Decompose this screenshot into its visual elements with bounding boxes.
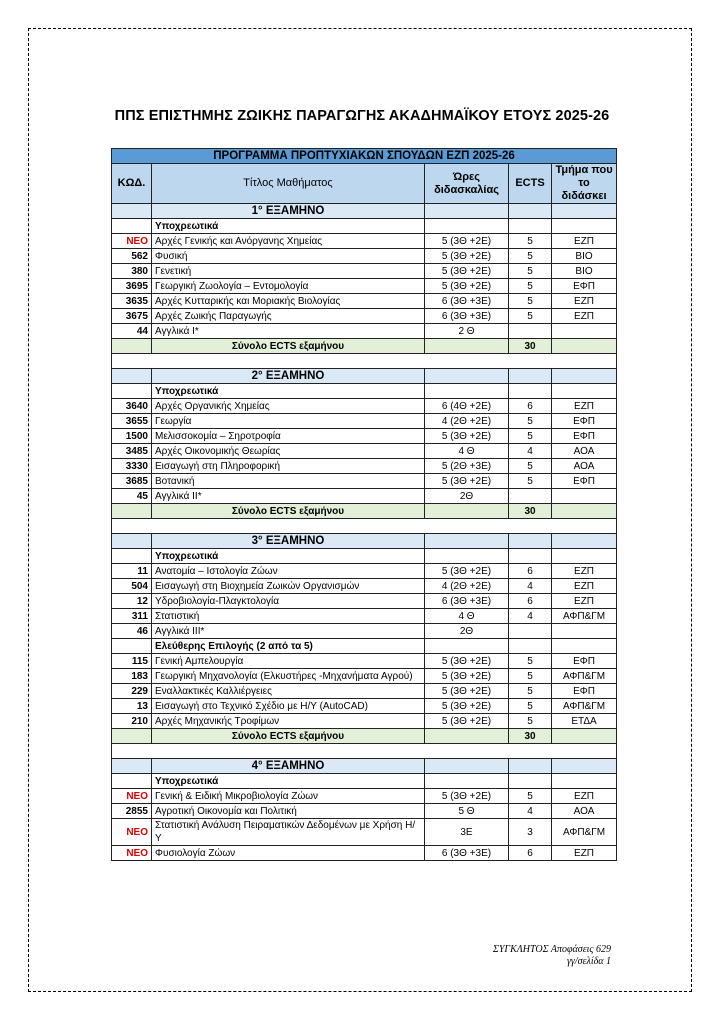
course-row [112, 624, 617, 639]
course-ects: 5 [509, 684, 552, 699]
course-hours: 5 (3Θ +2Ε) [425, 699, 509, 714]
course-code: 115 [112, 654, 152, 669]
category-dept-cell [552, 549, 617, 564]
course-ects: 6 [509, 846, 552, 861]
course-code: 1500 [112, 429, 152, 444]
course-ects [509, 624, 552, 639]
semester-header-row [112, 759, 617, 774]
course-dept: ΑΦΠ&ΓΜ [552, 669, 617, 684]
course-ects: 5 [509, 459, 552, 474]
course-ects: 5 [509, 669, 552, 684]
course-row [112, 249, 617, 264]
course-ects: 6 [509, 399, 552, 414]
semester-code-cell [112, 369, 152, 384]
course-row [112, 474, 617, 489]
course-hours: 3Ε [425, 819, 509, 846]
course-hours: 5 (3Θ +2Ε) [425, 264, 509, 279]
course-title: Υδροβιολογία-Πλαγκτολογία [152, 594, 425, 609]
spacer-cell [112, 744, 617, 759]
course-hours: 5 Θ [425, 804, 509, 819]
category-dept-cell [552, 774, 617, 789]
semester-ects-cell [509, 204, 552, 219]
course-dept: ΕΖΠ [552, 846, 617, 861]
course-title: Εναλλακτικές Καλλιέργειες [152, 684, 425, 699]
course-row [112, 684, 617, 699]
course-title: Γενική Αμπελουργία [152, 654, 425, 669]
category-code-cell [112, 384, 152, 399]
course-title: Αγγλικά ΙΙ* [152, 489, 425, 504]
course-title: Αρχές Ζωικής Παραγωγής [152, 309, 425, 324]
course-title: Εισαγωγή στη Βιοχημεία Ζωικών Οργανισμών [152, 579, 425, 594]
course-hours: 5 (3Θ +2Ε) [425, 564, 509, 579]
course-title: Αρχές Μηχανικής Τροφίμων [152, 714, 425, 729]
course-dept: ΕΖΠ [552, 564, 617, 579]
course-code: 44 [112, 324, 152, 339]
course-ects: 5 [509, 429, 552, 444]
course-title: Γενετική [152, 264, 425, 279]
semester-dept-cell [552, 534, 617, 549]
course-code: 3635 [112, 294, 152, 309]
course-row [112, 789, 617, 804]
course-dept: ΕΖΠ [552, 309, 617, 324]
course-dept: ΕΖΠ [552, 579, 617, 594]
course-hours: 6 (4Θ +2Ε) [425, 399, 509, 414]
course-dept [552, 324, 617, 339]
category-hours-cell [425, 219, 509, 234]
course-hours: 2 Θ [425, 324, 509, 339]
course-code: 210 [112, 714, 152, 729]
course-hours: 2Θ [425, 489, 509, 504]
category-label: Υποχρεωτικά [152, 384, 425, 399]
total-hours-cell [425, 339, 509, 354]
semester-spacer [112, 744, 617, 759]
course-hours: 5 (3Θ +2Ε) [425, 669, 509, 684]
course-row [112, 846, 617, 861]
course-row [112, 699, 617, 714]
category-code-cell [112, 219, 152, 234]
course-title: Γεωργία [152, 414, 425, 429]
spacer-cell [112, 354, 617, 369]
course-code: 3640 [112, 399, 152, 414]
course-code: 183 [112, 669, 152, 684]
category-ects-cell [509, 384, 552, 399]
course-ects: 5 [509, 264, 552, 279]
category-ects-cell [509, 639, 552, 654]
header-title: Τίτλος Μαθήματος [152, 164, 425, 204]
course-dept: ΕΦΠ [552, 429, 617, 444]
course-row [112, 264, 617, 279]
category-row [112, 774, 617, 789]
total-dept-cell [552, 339, 617, 354]
course-row [112, 459, 617, 474]
course-title: Αρχές Οργανικής Χημείας [152, 399, 425, 414]
course-hours: 6 (3Θ +3Ε) [425, 594, 509, 609]
course-title: Αγροτική Οικονομία και Πολιτική [152, 804, 425, 819]
course-code: 562 [112, 249, 152, 264]
header-row [112, 164, 617, 204]
semester-header-row [112, 369, 617, 384]
total-hours-cell [425, 729, 509, 744]
course-hours: 5 (2Θ +3Ε) [425, 459, 509, 474]
semester-spacer [112, 354, 617, 369]
course-hours: 5 (3Θ +2Ε) [425, 789, 509, 804]
semester-ects-cell [509, 759, 552, 774]
total-code-cell [112, 729, 152, 744]
total-dept-cell [552, 504, 617, 519]
course-hours: 5 (3Θ +2Ε) [425, 279, 509, 294]
course-ects: 5 [509, 474, 552, 489]
semester-code-cell [112, 759, 152, 774]
course-ects: 5 [509, 249, 552, 264]
course-ects: 5 [509, 789, 552, 804]
course-code: 2855 [112, 804, 152, 819]
course-code: ΝΕΟ [112, 846, 152, 861]
course-code: 13 [112, 699, 152, 714]
total-ects: 30 [509, 729, 552, 744]
course-row [112, 609, 617, 624]
table-banner-row [112, 149, 617, 164]
course-code: 3695 [112, 279, 152, 294]
course-ects: 6 [509, 564, 552, 579]
course-code: 46 [112, 624, 152, 639]
course-dept [552, 489, 617, 504]
category-hours-cell [425, 639, 509, 654]
course-code: 11 [112, 564, 152, 579]
course-ects: 5 [509, 699, 552, 714]
course-row [112, 294, 617, 309]
course-title: Στατιστική Ανάλυση Πειραματικών Δεδομένων με Χρήση Η/Υ [152, 819, 425, 846]
course-dept [552, 624, 617, 639]
semester-hours-cell [425, 369, 509, 384]
course-hours: 6 (3Θ +3Ε) [425, 309, 509, 324]
course-row [112, 804, 617, 819]
course-dept: ΕΦΠ [552, 414, 617, 429]
total-code-cell [112, 339, 152, 354]
course-hours: 4 Θ [425, 444, 509, 459]
course-hours: 5 (3Θ +2Ε) [425, 714, 509, 729]
course-code: ΝΕΟ [112, 789, 152, 804]
course-title: Γεωργική Ζωολογία – Εντομολογία [152, 279, 425, 294]
category-row [112, 219, 617, 234]
course-title: Βοτανική [152, 474, 425, 489]
semester-spacer [112, 519, 617, 534]
course-hours: 4 Θ [425, 609, 509, 624]
semester-label: 2° ΕΞΑΜΗΝΟ [152, 369, 425, 384]
course-row [112, 279, 617, 294]
course-title: Μελισσοκομία – Σηροτροφία [152, 429, 425, 444]
course-ects: 6 [509, 594, 552, 609]
semester-label: 3° ΕΞΑΜΗΝΟ [152, 534, 425, 549]
course-ects: 4 [509, 804, 552, 819]
category-hours-cell [425, 384, 509, 399]
semester-label: 1° ΕΞΑΜΗΝΟ [152, 204, 425, 219]
semester-ects-cell [509, 534, 552, 549]
course-title: Φυσιολογία Ζώων [152, 846, 425, 861]
course-code: 311 [112, 609, 152, 624]
course-title: Φυσική [152, 249, 425, 264]
course-dept: ΕΦΠ [552, 279, 617, 294]
course-hours: 5 (3Θ +2Ε) [425, 429, 509, 444]
footnote [493, 944, 611, 968]
course-hours: 4 (2Θ +2Ε) [425, 579, 509, 594]
course-dept: ΕΤΔΑ [552, 714, 617, 729]
course-hours: 5 (3Θ +2Ε) [425, 249, 509, 264]
course-dept: ΕΖΠ [552, 234, 617, 249]
course-ects: 4 [509, 579, 552, 594]
total-ects: 30 [509, 339, 552, 354]
course-dept: ΕΦΠ [552, 474, 617, 489]
footnote-line-1: ΣΥΓΚΛΗΤΟΣ Αποφάσεις 629 [492, 944, 611, 955]
semester-dept-cell [552, 369, 617, 384]
semester-dept-cell [552, 204, 617, 219]
course-title: Αγγλικά ΙΙΙ* [152, 624, 425, 639]
course-dept: ΑΦΠ&ΓΜ [552, 699, 617, 714]
category-row [112, 639, 617, 654]
course-row [112, 714, 617, 729]
course-dept: ΕΖΠ [552, 294, 617, 309]
category-ects-cell [509, 774, 552, 789]
course-ects: 5 [509, 294, 552, 309]
total-label: Σύνολο ECTS εξαμήνου [152, 339, 425, 354]
semester-label: 4° ΕΞΑΜΗΝΟ [152, 759, 425, 774]
category-code-cell [112, 774, 152, 789]
document-title: ΠΠΣ ΕΠΙΣΤΗΜΗΣ ΖΩΙΚΗΣ ΠΑΡΑΓΩΓΗΣ ΑΚΑΔΗΜΑΪΚΟΥ ΕΤΟΥΣ 2025-26 [114, 108, 610, 124]
course-row [112, 654, 617, 669]
total-label: Σύνολο ECTS εξαμήνου [152, 729, 425, 744]
course-row [112, 669, 617, 684]
course-dept: ΕΖΠ [552, 399, 617, 414]
total-ects: 30 [509, 504, 552, 519]
course-dept: ΕΦΠ [552, 654, 617, 669]
course-hours: 6 (3Θ +3Ε) [425, 846, 509, 861]
category-dept-cell [552, 219, 617, 234]
total-dept-cell [552, 729, 617, 744]
course-dept: ΑΟΑ [552, 459, 617, 474]
course-title: Εισαγωγή στο Τεχνικό Σχέδιο με Η/Υ (AutoCAD) [152, 699, 425, 714]
course-dept: ΕΖΠ [552, 789, 617, 804]
course-ects [509, 489, 552, 504]
course-title: Ανατομία – Ιστολογία Ζώων [152, 564, 425, 579]
semester-total-row [112, 729, 617, 744]
course-code: 3485 [112, 444, 152, 459]
course-row [112, 564, 617, 579]
semester-total-row [112, 339, 617, 354]
category-hours-cell [425, 774, 509, 789]
course-title: Αρχές Γενικής και Ανόργανης Χημείας [152, 234, 425, 249]
course-code: 504 [112, 579, 152, 594]
course-dept: ΑΦΠ&ΓΜ [552, 819, 617, 846]
category-label: Ελεύθερης Επιλογής (2 από τα 5) [152, 639, 425, 654]
course-ects: 4 [509, 444, 552, 459]
course-dept: ΑΟΑ [552, 804, 617, 819]
semester-ects-cell [509, 369, 552, 384]
course-hours: 5 (3Θ +2Ε) [425, 234, 509, 249]
total-code-cell [112, 504, 152, 519]
course-ects: 5 [509, 234, 552, 249]
course-row [112, 429, 617, 444]
category-row [112, 384, 617, 399]
curriculum-table [111, 148, 617, 861]
header-dept: Τμήμα που το διδάσκει [552, 164, 617, 204]
course-ects: 5 [509, 279, 552, 294]
course-code: 3685 [112, 474, 152, 489]
course-code: 3675 [112, 309, 152, 324]
table-banner: ΠΡΟΓΡΑΜΜΑ ΠΡΟΠΤΥΧΙΑΚΩΝ ΣΠΟΥΔΩΝ ΕΖΠ 2025-26 [112, 149, 617, 164]
course-dept: ΕΦΠ [552, 684, 617, 699]
category-label: Υποχρεωτικά [152, 774, 425, 789]
semester-header-row [112, 534, 617, 549]
course-hours: 5 (3Θ +2Ε) [425, 684, 509, 699]
course-ects: 5 [509, 654, 552, 669]
category-dept-cell [552, 639, 617, 654]
course-title: Αρχές Οικονομικής Θεωρίας [152, 444, 425, 459]
course-ects: 5 [509, 309, 552, 324]
course-row [112, 489, 617, 504]
course-row [112, 594, 617, 609]
course-hours: 2Θ [425, 624, 509, 639]
semester-code-cell [112, 534, 152, 549]
course-dept: ΑΦΠ&ΓΜ [552, 609, 617, 624]
course-ects: 3 [509, 819, 552, 846]
course-title: Στατιστική [152, 609, 425, 624]
header-hours: Ώρες διδασκαλίας [425, 164, 509, 204]
semester-code-cell [112, 204, 152, 219]
course-title: Γεωργική Μηχανολογία (Ελκυστήρες -Μηχανήματα Αγρού) [152, 669, 425, 684]
category-ects-cell [509, 219, 552, 234]
course-row [112, 819, 617, 846]
course-dept: ΑΟΑ [552, 444, 617, 459]
course-row [112, 444, 617, 459]
course-row [112, 234, 617, 249]
semester-hours-cell [425, 759, 509, 774]
course-ects: 4 [509, 609, 552, 624]
category-code-cell [112, 639, 152, 654]
course-hours: 5 (3Θ +2Ε) [425, 654, 509, 669]
course-code: ΝΕΟ [112, 819, 152, 846]
semester-hours-cell [425, 534, 509, 549]
semester-dept-cell [552, 759, 617, 774]
spacer-cell [112, 519, 617, 534]
course-title: Εισαγωγή στη Πληροφορική [152, 459, 425, 474]
course-dept: ΕΖΠ [552, 594, 617, 609]
course-hours: 5 (3Θ +2Ε) [425, 474, 509, 489]
course-code: ΝΕΟ [112, 234, 152, 249]
total-label: Σύνολο ECTS εξαμήνου [152, 504, 425, 519]
course-dept: ΒΙΟ [552, 249, 617, 264]
course-row [112, 414, 617, 429]
course-code: 12 [112, 594, 152, 609]
course-ects [509, 324, 552, 339]
category-dept-cell [552, 384, 617, 399]
semester-total-row [112, 504, 617, 519]
category-ects-cell [509, 549, 552, 564]
course-hours: 6 (3Θ +3Ε) [425, 294, 509, 309]
course-ects: 5 [509, 414, 552, 429]
course-code: 229 [112, 684, 152, 699]
course-ects: 5 [509, 714, 552, 729]
category-label: Υποχρεωτικά [152, 549, 425, 564]
course-code: 45 [112, 489, 152, 504]
course-code: 3655 [112, 414, 152, 429]
semester-hours-cell [425, 204, 509, 219]
course-dept: ΒΙΟ [552, 264, 617, 279]
category-hours-cell [425, 549, 509, 564]
header-code: ΚΩΔ. [112, 164, 152, 204]
course-title: Αρχές Κυτταρικής και Μοριακής Βιολογίας [152, 294, 425, 309]
course-title: Αγγλικά Ι* [152, 324, 425, 339]
semester-header-row [112, 204, 617, 219]
course-row [112, 579, 617, 594]
footnote-line-2: γγ/σελίδα 1 [566, 956, 611, 967]
course-row [112, 324, 617, 339]
category-code-cell [112, 549, 152, 564]
course-row [112, 399, 617, 414]
course-code: 3330 [112, 459, 152, 474]
category-row [112, 549, 617, 564]
course-hours: 4 (2Θ +2Ε) [425, 414, 509, 429]
header-ects: ECTS [509, 164, 552, 204]
course-code: 380 [112, 264, 152, 279]
total-hours-cell [425, 504, 509, 519]
category-label: Υποχρεωτικά [152, 219, 425, 234]
course-title: Γενική & Ειδική Μικροβιολογία Ζώων [152, 789, 425, 804]
course-row [112, 309, 617, 324]
